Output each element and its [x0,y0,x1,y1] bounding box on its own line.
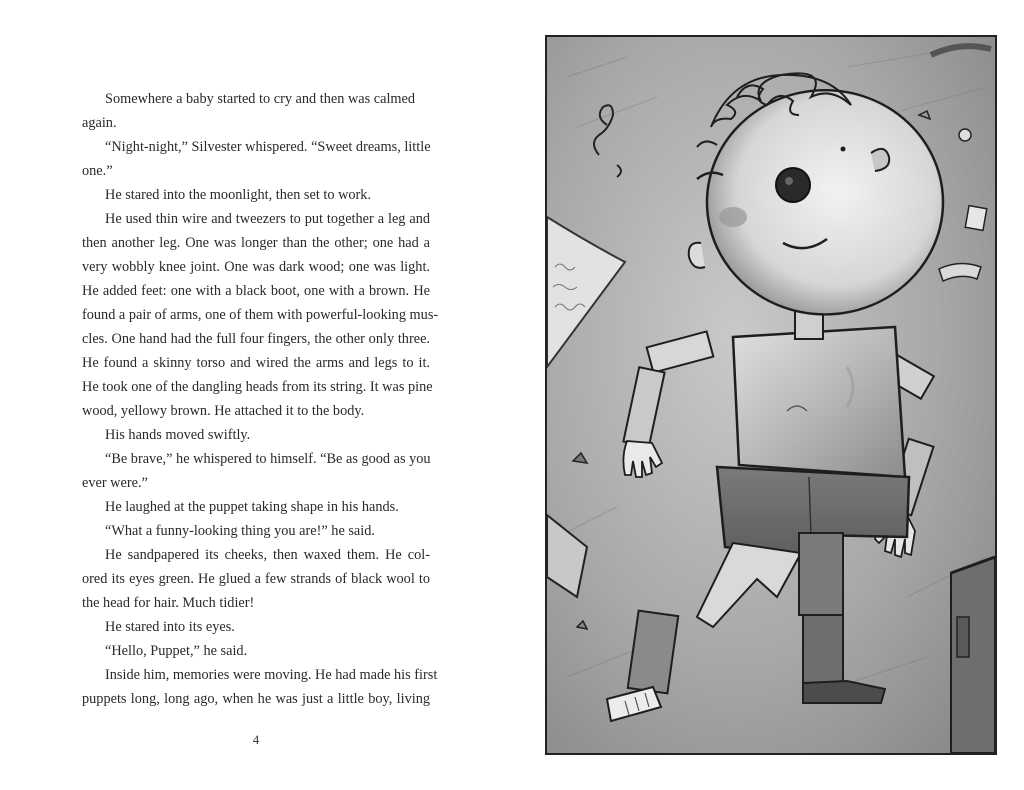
puppet-drawing [547,37,995,753]
text-line: ever were.” [82,475,148,491]
text-line: found a pair of arms, one of them with powerful-looking mus- [82,307,439,323]
text-line: again. [82,115,117,131]
text-line: He found a skinny torso and wired the arms and legs to it. [82,355,430,371]
text-line: puppets long, long ago, when he was just a little boy, living [82,691,430,707]
text-line: “Hello, Puppet,” he said. [105,643,248,659]
text-line: He stared into the moonlight, then set to work. [105,187,372,203]
text-line: wood, yellowy brown. He attached it to the body. [82,403,365,419]
page-number: 4 [252,732,260,747]
text-line: the head for hair. Much tidier! [82,595,255,611]
text-line: He took one of the dangling heads from its string. It was pine [82,379,433,395]
puppet-eye [776,168,810,202]
text-line: Somewhere a baby started to cry and then was calmed [105,91,416,107]
text-line: He sandpapered its cheeks, then waxed them. He col- [105,547,430,563]
text-line: ored its eyes green. He glued a few strands of black wool to [82,571,430,587]
text-line: then another leg. One was longer than the other; one had a [82,235,430,251]
text-line: He stared into its eyes. [105,619,235,635]
puppet-illustration [545,35,997,755]
text-line: He added feet: one with a black boot, one with a brown. He [82,283,430,299]
text-line: He used thin wire and tweezers to put together a leg and [105,211,430,227]
wooden-box-right [951,557,995,753]
text-line: Inside him, memories were moving. He had made his first [105,667,438,683]
text-line: “What a funny-looking thing you are!” he said. [105,523,375,539]
text-line: “Be brave,” he whispered to himself. “Be as good as you [105,451,431,467]
puppet-torso [733,327,905,477]
text-line: very wobbly knee joint. One was dark wood; one was light. [82,259,430,275]
cheek-blush [719,207,747,227]
text-line: “Night-night,” Silvester whispered. “Sweet dreams, little [105,139,431,155]
text-line: His hands moved swiftly. [105,427,251,443]
text-line: cles. One hand had the full four fingers, the other only three. [82,331,430,347]
text-line: one.” [82,163,113,179]
text-line: He laughed at the puppet taking shape in his hands. [105,499,399,515]
